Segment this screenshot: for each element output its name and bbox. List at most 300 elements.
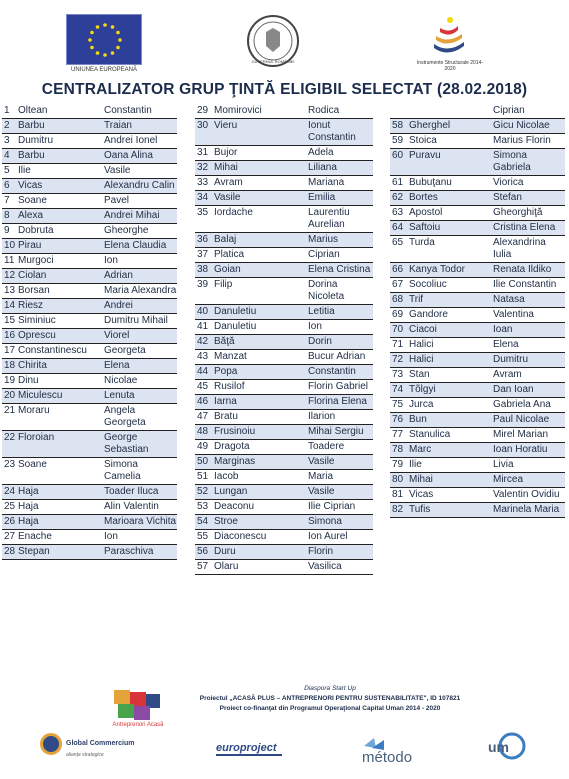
row-number: 76	[392, 414, 404, 425]
first-name-cell: Valentina	[493, 309, 534, 320]
project-line-3: Proiect co-finanţat din Programul Operaţional Capital Uman 2014 - 2020	[219, 705, 441, 712]
first-name-cell: Maria	[308, 471, 334, 482]
page-title: CENTRALIZATOR GRUP ŢINTĂ ELIGIBIL SELECTAT (28.02.2018)	[41, 81, 528, 98]
first-name-cell: Maria Alexandra	[104, 285, 177, 296]
table-row	[195, 233, 373, 248]
table-row	[2, 545, 177, 560]
first-name-cell: Gheorghiţă	[493, 207, 543, 218]
first-name-cell: Simona Gabriela	[493, 150, 531, 173]
table-row	[390, 221, 565, 236]
last-name-cell: Halici	[409, 354, 434, 365]
table-row	[390, 104, 565, 119]
last-name-cell: Tufis	[409, 504, 431, 515]
table-row	[2, 209, 177, 224]
first-name-cell: Alexandru Calin	[104, 180, 175, 191]
table-row	[195, 248, 373, 263]
eu-star-icon	[90, 46, 94, 50]
last-name-cell: Puravu	[409, 150, 441, 161]
first-name-cell: Alin Valentin	[104, 501, 159, 512]
first-name-cell: Mirel Marian	[493, 429, 549, 440]
first-name-cell: Gicu Nicolae	[493, 120, 550, 131]
last-name-cell: Pirau	[18, 240, 42, 251]
row-number: 58	[392, 120, 404, 131]
eu-caption: UNIUNEA EUROPEANĂ	[70, 67, 137, 73]
table-row	[2, 119, 177, 134]
last-name-cell: Haja	[18, 501, 39, 512]
last-name-cell: Dinu	[18, 375, 39, 386]
metodo-text: método	[362, 749, 413, 764]
row-number: 18	[4, 360, 16, 371]
europroject-logo: europroject	[216, 734, 282, 756]
first-name-cell: Dumitru	[493, 354, 529, 365]
table-row	[195, 455, 373, 470]
last-name-cell: Oltean	[18, 105, 48, 116]
first-name-cell: Elena Cristina	[308, 264, 371, 275]
last-name-cell: Stepan	[18, 546, 50, 557]
table-row	[390, 263, 565, 278]
first-name-cell: Liliana	[308, 162, 337, 173]
first-name-cell: Ciprian	[308, 249, 340, 260]
row-number: 45	[197, 381, 209, 392]
last-name-cell: Gherghel	[409, 120, 451, 131]
last-name-cell: Frusinoiu	[214, 426, 256, 437]
first-name-cell: Letitia	[308, 306, 335, 317]
row-number: 80	[392, 474, 404, 485]
table-row	[390, 488, 565, 503]
table-row	[2, 431, 177, 458]
table-row	[195, 425, 373, 440]
last-name-cell: Siminiuc	[18, 315, 56, 326]
puzzle-logo	[110, 688, 166, 728]
first-name-cell: Dan Ioan	[493, 384, 534, 395]
table-row	[390, 413, 565, 428]
first-name-cell: Livia	[493, 459, 514, 470]
eu-star-icon	[111, 51, 115, 55]
table-row	[2, 404, 177, 431]
row-number: 66	[392, 264, 404, 275]
last-name-cell: Tõlgyi	[409, 384, 436, 395]
row-number: 3	[4, 135, 10, 146]
eu-star-icon	[118, 38, 122, 42]
table-row	[195, 191, 373, 206]
last-name-cell: Apostol	[409, 207, 443, 218]
first-name-cell: George Sebastian	[104, 432, 149, 455]
table-row	[390, 236, 565, 263]
row-number: 61	[392, 177, 404, 188]
row-number: 81	[392, 489, 404, 500]
row-number: 1	[4, 105, 10, 116]
first-name-cell: Georgeta	[104, 345, 146, 356]
row-number: 6	[4, 180, 10, 191]
table-row	[390, 428, 565, 443]
table-row	[390, 134, 565, 149]
first-name-cell: Ion Aurel	[308, 531, 348, 542]
row-number: 57	[197, 561, 209, 572]
table-row	[390, 383, 565, 398]
row-number: 56	[197, 546, 209, 557]
first-name-cell: Ilarion	[308, 411, 336, 422]
first-name-cell: Mariana	[308, 177, 345, 188]
row-number: 77	[392, 429, 404, 440]
last-name-cell: Diaconescu	[214, 531, 267, 542]
last-name-cell: Danuletiu	[214, 321, 257, 332]
last-name-cell: Dragota	[214, 441, 250, 452]
row-number: 43	[197, 351, 209, 362]
first-name-cell: Vasile	[308, 486, 335, 497]
global-commercium-tagline: alianţe strategice	[66, 752, 104, 758]
table-row	[2, 284, 177, 299]
eu-star-icon	[88, 38, 92, 42]
last-name-cell: Soane	[18, 195, 47, 206]
last-name-cell: Enache	[18, 531, 52, 542]
last-name-cell: Miculescu	[18, 390, 63, 401]
first-name-cell: Mihai Sergiu	[308, 426, 364, 437]
first-name-cell: Andrei Ionel	[104, 135, 158, 146]
first-name-cell: Florin	[308, 546, 334, 557]
table-row	[195, 500, 373, 515]
last-name-cell: Danuletiu	[214, 306, 257, 317]
table-row	[2, 515, 177, 530]
table-row	[2, 269, 177, 284]
first-name-cell: Elena	[493, 339, 519, 350]
table-row	[390, 368, 565, 383]
first-name-cell: Renata Ildiko	[493, 264, 552, 275]
row-number: 11	[4, 255, 15, 266]
first-name-cell: Ioan	[493, 324, 513, 335]
last-name-cell: Olaru	[214, 561, 239, 572]
first-name-cell: Gabriela Ana	[493, 399, 551, 410]
eu-star-icon	[111, 25, 115, 29]
structural-instruments-logo	[428, 14, 470, 58]
first-name-cell: Ion	[308, 321, 322, 332]
table-row	[390, 119, 565, 134]
first-name-cell: Natasa	[493, 294, 525, 305]
row-number: 44	[197, 366, 209, 377]
first-name-cell: Oana Alina	[104, 150, 153, 161]
last-name-cell: Vieru	[214, 120, 238, 131]
row-number: 16	[4, 330, 16, 341]
table-row	[2, 254, 177, 269]
row-number: 36	[197, 234, 209, 245]
row-number: 79	[392, 459, 404, 470]
row-number: 34	[197, 192, 209, 203]
row-number: 10	[4, 240, 16, 251]
row-number: 24	[4, 486, 16, 497]
table-row	[2, 314, 177, 329]
first-name-cell: Marius Florin	[493, 135, 551, 146]
eu-star-icon	[103, 53, 107, 57]
row-number: 32	[197, 162, 209, 173]
logo-bar	[0, 12, 569, 76]
first-name-cell: Constantin	[104, 105, 152, 116]
last-name-cell: Deaconu	[214, 501, 255, 512]
last-name-cell: Iordache	[214, 207, 253, 218]
last-name-cell: Soane	[18, 459, 47, 470]
last-name-cell: Kanya Todor	[409, 264, 465, 275]
table-row	[2, 194, 177, 209]
row-number: 47	[197, 411, 209, 422]
first-name-cell: Laurentiu Aurelian	[308, 207, 350, 230]
structural-instruments-caption: Instrumente Structurale 2014-2020	[416, 60, 484, 72]
row-number: 2	[4, 120, 10, 131]
first-name-cell: Ilie Ciprian	[308, 501, 356, 512]
row-number: 13	[4, 285, 16, 296]
first-name-cell: Alexandrina Iulia	[493, 237, 546, 260]
row-number: 74	[392, 384, 404, 395]
table-row	[195, 530, 373, 545]
first-name-cell: Toader Iluca	[104, 486, 159, 497]
row-number: 78	[392, 444, 404, 455]
eu-star-icon	[116, 31, 120, 35]
table-row	[195, 146, 373, 161]
first-name-cell: Toadere	[308, 441, 345, 452]
first-name-cell: Paul Nicolae	[493, 414, 550, 425]
first-name-cell: Andrei	[104, 300, 133, 311]
global-commercium-logo	[40, 733, 62, 755]
first-name-cell: Avram	[493, 369, 522, 380]
first-name-cell: Vasile	[104, 165, 131, 176]
last-name-cell: Duru	[214, 546, 236, 557]
row-number: 55	[197, 531, 209, 542]
table-row	[195, 560, 373, 575]
row-number: 68	[392, 294, 404, 305]
table-row	[195, 440, 373, 455]
first-name-cell: Lenuta	[104, 390, 135, 401]
first-name-cell: Florina Elena	[308, 396, 367, 407]
eu-star-icon	[96, 25, 100, 29]
table-row	[2, 179, 177, 194]
table-row	[390, 308, 565, 323]
table-row	[2, 359, 177, 374]
puzzle-logo-text: Antreprenori Acasă	[112, 722, 164, 728]
table-row	[2, 329, 177, 344]
first-name-cell: Vasile	[308, 456, 335, 467]
first-name-cell: Emilia	[308, 192, 336, 203]
project-line-2: Proiectul „ACASĂ PLUS – ANTREPRENORI PENTRU SUSTENABILITATE", ID 107821	[199, 695, 461, 702]
table-row	[2, 458, 177, 485]
table-row	[390, 323, 565, 338]
table-row	[195, 206, 373, 233]
last-name-cell: Marginas	[214, 456, 256, 467]
first-name-cell: Cristina Elena	[493, 222, 556, 233]
last-name-cell: Moraru	[18, 405, 50, 416]
first-name-cell: Marioara Vichita	[104, 516, 177, 527]
row-number: 70	[392, 324, 404, 335]
first-name-cell: Elena	[104, 360, 130, 371]
row-number: 64	[392, 222, 404, 233]
table-row	[390, 458, 565, 473]
last-name-cell: Filip	[214, 279, 233, 290]
last-name-cell: Bratu	[214, 411, 238, 422]
last-name-cell: Lungan	[214, 486, 248, 497]
name-column-1	[2, 104, 177, 560]
last-name-cell: Popa	[214, 366, 238, 377]
table-row	[2, 374, 177, 389]
last-name-cell: Gandore	[409, 309, 448, 320]
table-row	[195, 278, 373, 305]
row-number: 5	[4, 165, 10, 176]
first-name-cell: Ioan Horatiu	[493, 444, 548, 455]
row-number: 41	[197, 321, 209, 332]
last-name-cell: Saftoiu	[409, 222, 441, 233]
table-row	[2, 299, 177, 314]
last-name-cell: Borsan	[18, 285, 50, 296]
table-row	[195, 485, 373, 500]
last-name-cell: Manzat	[214, 351, 247, 362]
row-number: 25	[4, 501, 16, 512]
last-name-cell: Trif	[409, 294, 424, 305]
table-row	[195, 104, 373, 119]
last-name-cell: Balaj	[214, 234, 237, 245]
table-row	[195, 263, 373, 278]
table-row	[195, 320, 373, 335]
first-name-cell: Dumitru Mihail	[104, 315, 168, 326]
last-name-cell: Stoica	[409, 135, 437, 146]
project-info	[170, 684, 490, 714]
first-name-cell: Dorin	[308, 336, 332, 347]
last-name-cell: Ciacoi	[409, 324, 437, 335]
table-row	[2, 530, 177, 545]
um-logo	[484, 732, 526, 760]
first-name-cell: Marius	[308, 234, 339, 245]
last-name-cell: Bortes	[409, 192, 438, 203]
last-name-cell: Platica	[214, 249, 245, 260]
name-column-3	[390, 104, 565, 518]
first-name-cell: Ion	[104, 255, 118, 266]
last-name-cell: Barbu	[18, 150, 45, 161]
first-name-cell: Stefan	[493, 192, 522, 203]
row-number: 71	[392, 339, 404, 350]
global-commercium-name: Global Commercium	[66, 740, 135, 747]
row-number: 48	[197, 426, 209, 437]
row-number: 42	[197, 336, 209, 347]
last-name-cell: Floroian	[18, 432, 55, 443]
row-number: 29	[197, 105, 209, 116]
row-number: 20	[4, 390, 16, 401]
table-row	[195, 365, 373, 380]
row-number: 39	[197, 279, 209, 290]
table-row	[195, 395, 373, 410]
first-name-cell: Valentin Ovidiu	[493, 489, 560, 500]
table-row	[390, 443, 565, 458]
table-row	[195, 410, 373, 425]
project-line-1: Diaspora Start Up	[304, 685, 356, 692]
last-name-cell: Vicas	[18, 180, 43, 191]
table-row	[2, 134, 177, 149]
last-name-cell: Dumitru	[18, 135, 54, 146]
table-row	[2, 500, 177, 515]
first-name-cell: Florin Gabriel	[308, 381, 369, 392]
row-number: 40	[197, 306, 209, 317]
footer	[0, 680, 569, 779]
last-name-cell: Rusilof	[214, 381, 245, 392]
first-name-cell: Viorica	[493, 177, 524, 188]
eu-flag-logo	[66, 14, 142, 65]
last-name-cell: Bubuţanu	[409, 177, 452, 188]
table-row	[195, 470, 373, 485]
row-number: 12	[4, 270, 16, 281]
first-name-cell: Simona	[308, 516, 342, 527]
last-name-cell: Mihai	[409, 474, 433, 485]
eu-star-icon	[116, 46, 120, 50]
table-row	[195, 176, 373, 191]
last-name-cell: Dobruta	[18, 225, 54, 236]
last-name-cell: Ilie	[409, 459, 422, 470]
row-number: 52	[197, 486, 209, 497]
eu-star-icon	[103, 23, 107, 27]
table-row	[195, 305, 373, 320]
table-row	[195, 515, 373, 530]
table-row	[390, 353, 565, 368]
table-row	[390, 503, 565, 518]
row-number: 69	[392, 309, 404, 320]
last-name-cell: Vasile	[214, 192, 241, 203]
last-name-cell: Stroe	[214, 516, 238, 527]
row-number: 19	[4, 375, 16, 386]
last-name-cell: Marc	[409, 444, 432, 455]
last-name-cell: Vicas	[409, 489, 434, 500]
row-number: 26	[4, 516, 16, 527]
row-number: 7	[4, 195, 10, 206]
table-row	[2, 239, 177, 254]
table-row	[390, 473, 565, 488]
first-name-cell: Vasilica	[308, 561, 342, 572]
row-number: 22	[4, 432, 16, 443]
table-row	[2, 149, 177, 164]
table-row	[195, 161, 373, 176]
metodo-logo	[360, 736, 430, 764]
row-number: 54	[197, 516, 209, 527]
row-number: 53	[197, 501, 209, 512]
row-number: 33	[197, 177, 209, 188]
last-name-cell: Iacob	[214, 471, 239, 482]
row-number: 38	[197, 264, 209, 275]
eu-star-icon	[90, 31, 94, 35]
romanian-government-logo	[246, 14, 300, 68]
row-number: 23	[4, 459, 16, 470]
first-name-cell: Constantin	[308, 366, 356, 377]
table-row	[390, 176, 565, 191]
eu-star-icon	[96, 51, 100, 55]
last-name-cell: Momirovici	[214, 105, 262, 116]
last-name-cell: Murgoci	[18, 255, 54, 266]
first-name-cell: Marinela Maria	[493, 504, 560, 515]
first-name-cell: Adela	[308, 147, 334, 158]
first-name-cell: Ciprian	[493, 105, 525, 116]
last-name-cell: Mihai	[214, 162, 238, 173]
first-name-cell: Adrian	[104, 270, 133, 281]
last-name-cell: Ilie	[18, 165, 31, 176]
table-row	[2, 164, 177, 179]
first-name-cell: Angela Georgeta	[104, 405, 146, 428]
first-name-cell: Gheorghe	[104, 225, 149, 236]
first-name-cell: Ionut Constantin	[308, 120, 356, 143]
last-name-cell: Turda	[409, 237, 435, 248]
first-name-cell: Elena Claudia	[104, 240, 167, 251]
table-row	[390, 398, 565, 413]
row-number: 67	[392, 279, 404, 290]
last-name-cell: Alexa	[18, 210, 44, 221]
table-row	[2, 104, 177, 119]
row-number: 49	[197, 441, 209, 452]
row-number: 37	[197, 249, 209, 260]
last-name-cell: Haja	[18, 486, 39, 497]
first-name-cell: Mircea	[493, 474, 524, 485]
last-name-cell: Băţă	[214, 336, 235, 347]
row-number: 14	[4, 300, 16, 311]
last-name-cell: Bujor	[214, 147, 238, 158]
row-number: 30	[197, 120, 209, 131]
